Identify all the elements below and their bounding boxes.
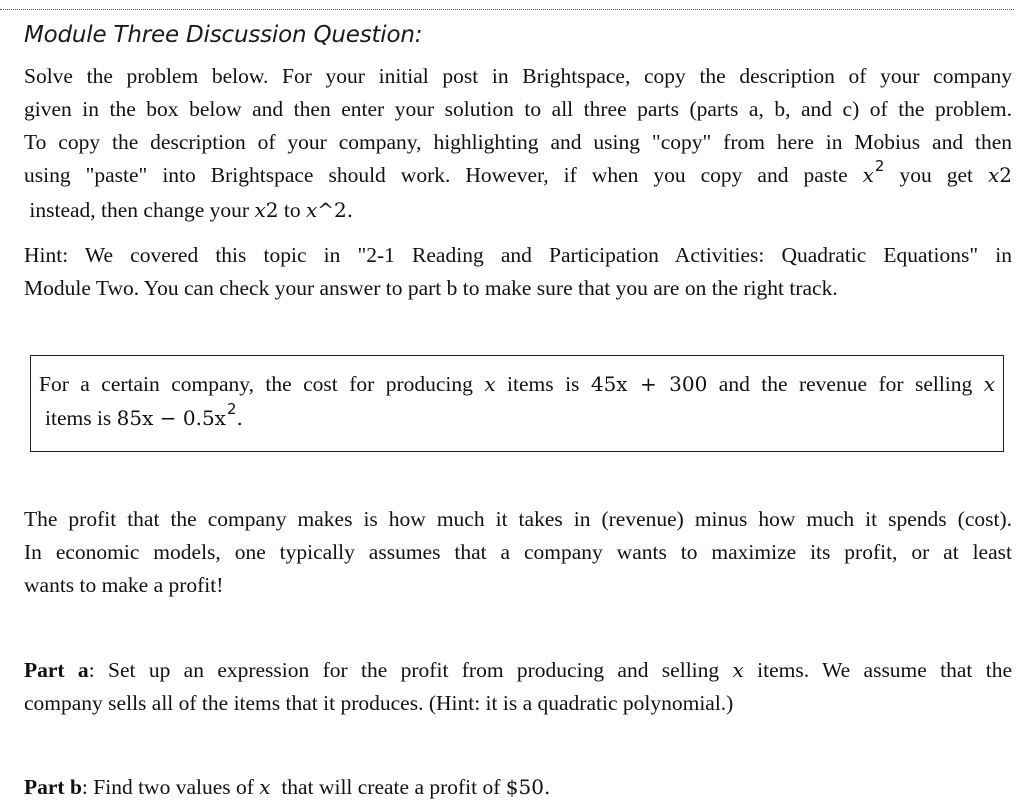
company-description-box [30,355,1004,452]
instructions-line-4: using "paste" into Brightspace should work. However, if when you copy and paste $x^2$ you get x2 [24,157,1012,187]
hint-line-2: Module Two. You can check your answer to part b to make sure that you are on the right track. [24,276,838,300]
hint-paragraph [24,239,1012,305]
profit-line-3: wants to make a profit! [24,573,224,597]
revenue-expression: 85x − 0.5x [116,406,226,430]
company-description [39,367,995,437]
company-line-1: For a certain company, the cost for producing x items is 45x + 300 and the revenue for selling x [39,372,995,396]
part-b-label: Part b [24,775,82,799]
instructions-line-1: Solve the problem below. For your initial post in Brightspace, copy the description of your company [24,64,1012,88]
cost-expression: 45x + 300 [590,372,708,396]
top-divider [0,9,1014,10]
part-a-line-2: company sells all of the items that it produces. (Hint: it is a quadratic polynomial.) [24,691,734,715]
part-b-line: Part b: Find two values of x that will create a profit of $50. [24,775,551,799]
hint-line-1: Hint: We covered this topic in "2-1 Reading and Participation Activities: Quadratic Equations" in [24,243,1012,267]
part-b-paragraph [24,771,1012,804]
instructions-line-5: instead, then change your x2 to x^2. [29,198,354,222]
instructions-line-3: To copy the description of your company, highlighting and using "copy" from here in Mobius and then [24,130,1012,154]
instructions-paragraph [24,60,1012,227]
part-a-label: Part a [24,658,89,682]
part-a-line-1: Part a: Set up an expression for the profit from producing and selling x items. We assume that the [24,658,1013,682]
profit-paragraph [24,503,1012,602]
part-a-paragraph [24,654,1012,720]
profit-line-1: The profit that the company makes is how much it takes in (revenue) minus how much it spends (cost). [24,507,1012,531]
instructions-line-2: given in the box below and then enter your solution to all three parts (parts a, b, and c) of the problem. [24,97,1012,121]
page-title: Module Three Discussion Question: [24,22,423,48]
profit-line-2: In economic models, one typically assumes that a company wants to maximize its profit, or at least [24,540,1012,564]
company-line-2: items is $85x - 0.5x^2$. [45,400,243,430]
